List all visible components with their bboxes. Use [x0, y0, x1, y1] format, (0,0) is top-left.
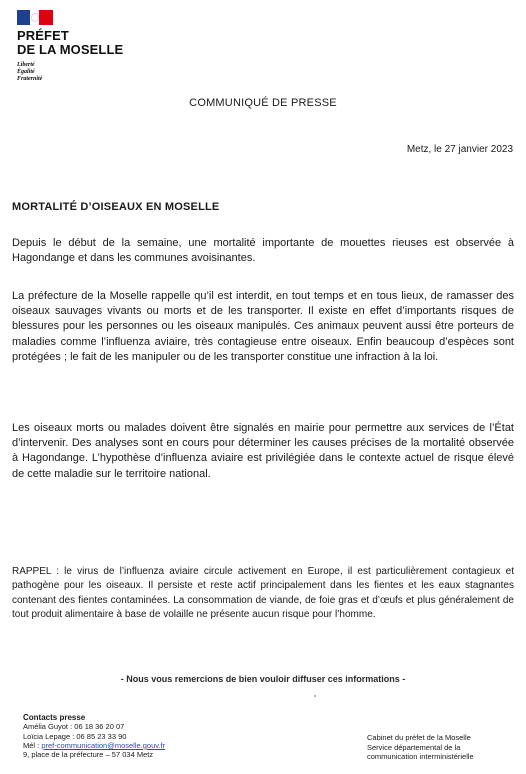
email-link[interactable]: pref-communication@moselle.gouv.fr — [41, 740, 166, 750]
prefet-title — [17, 29, 157, 57]
stray-dot — [314, 695, 316, 697]
paragraph-1: Depuis le début de la semaine, une mortalité importante de mouettes rieuses est observée à Hagondange et dans les communes avoisinantes. — [12, 237, 514, 265]
thanks-line: - Nous vous remercions de bien vouloir diffuser ces informations - — [120, 674, 406, 684]
motto-fraternite: Fraternité — [17, 76, 43, 82]
prefecture-logo — [17, 10, 157, 83]
cabinet-line-3: communication interministérielle — [367, 752, 474, 761]
paragraph-2: La préfecture de la Moselle rappelle qu’il est interdit, en tout temps et en tous lieux, de ramasser des oiseaux sauvages vivants ou morts et de les transporter. Il existe en effet d’importants risques de blessures pour les personnes ou les oiseaux manipulés. Ces animaux peuvent aussi être porteurs de maladies comme l’influenza aviaire, très contagieuse entre oiseaux. Enfin beaucoup d’espèces sont protégées ; le fait de les manipuler ou de les transporter constitue une infraction à la loi. — [12, 290, 514, 363]
contact-address: 9, place de la préfecture – 57 034 Metz — [23, 750, 154, 760]
marianne-flag-icon — [17, 10, 53, 25]
motto-liberte: Liberté — [17, 62, 35, 68]
dateline: Metz, le 27 janvier 2023 — [406, 144, 513, 155]
cabinet-block — [367, 733, 474, 762]
cabinet-line-1: Cabinet du préfet de la Moselle — [367, 733, 471, 742]
contact-line-1: Amélia Guyot : 06 18 36 20 07 — [23, 722, 125, 732]
contacts-title: Contacts presse — [23, 713, 86, 722]
contact-line-2: Loïcia Lepage : 06 85 23 33 90 — [23, 731, 127, 741]
prefet-line-1: PRÉFET — [17, 28, 69, 43]
paragraph-3: Les oiseaux morts ou malades doivent être signalés en mairie pour permettre aux services de l’État d’intervenir. Des analyses sont en cours pour déterminer les causes précises de la mortalité observée à Hagondange. L’hypothèse d’influenza aviaire est privilégiée dans le contexte actuel de risque élevé de cette maladie sur le territoire national. — [12, 422, 514, 480]
document-type: COMMUNIQUÉ DE PRESSE — [189, 97, 337, 109]
contact-mail-line — [23, 741, 165, 750]
motto-egalite: Égalité — [17, 69, 35, 75]
rappel-paragraph: RAPPEL : le virus de l’influenza aviaire circule activement en Europe, il est particulièrement contagieux et pathogène pour les oiseaux. Il persiste et reste actif principalement dans les fientes et les eaux stagnantes contenant des fientes contaminées. La consommation de viande, de foie gras et d’œufs et plus généralement de tout produit alimentaire à base de volaille ne présente aucun risque pour l’homme. — [12, 566, 514, 621]
mail-label: Mél : — [23, 740, 42, 750]
republic-motto — [17, 62, 157, 83]
press-release-title: MORTALITÉ D’OISEAUX EN MOSELLE — [12, 201, 220, 213]
press-contacts — [23, 713, 165, 759]
cabinet-line-2: Service départemental de la — [367, 742, 461, 752]
prefet-line-2: DE LA MOSELLE — [17, 42, 124, 57]
